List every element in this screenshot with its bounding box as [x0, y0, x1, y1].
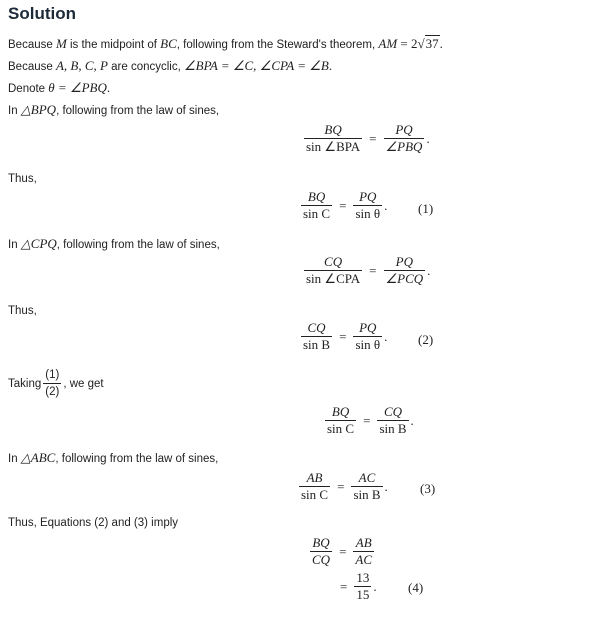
text-law-of-sines-bpq: In △BPQ, following from the law of sines, — [8, 102, 220, 117]
equation-tag-1: (1) — [418, 201, 434, 216]
equation-4-first-line: $\frac{BQ}{CQ}$ = $\frac{AB}{AC}$ — [312, 535, 373, 567]
text-thus-1: Thus, — [8, 173, 37, 185]
text-denote-line: Denote θ = ∠PBQ. — [8, 80, 111, 95]
text-law-of-sines-cpq: In △CPQ, following from the law of sines, — [8, 236, 220, 251]
text-midpoint-line: Because M is the midpoint of BC, following from the Steward's theorem, AM = 2√37. — [8, 36, 443, 51]
text-taking-ratio: Taking $\frac{(1)}{(2)}$ , we get — [8, 369, 104, 398]
text-thus-2: Thus, — [8, 305, 37, 317]
equation-4-second-line: = $\frac{13}{15}$ . — [340, 570, 377, 602]
equation-cpq-sines: $\frac{CQ}{\text{sin ∠CPA}}$ = $\frac{PQ}{\text{∠PCQ}}$ . — [306, 254, 431, 286]
equation-tag-3: (3) — [420, 481, 436, 496]
equation-tag-2: (2) — [418, 332, 434, 347]
solution-heading: Solution — [8, 4, 76, 23]
equation-ratio-result: $\frac{BQ}{\text{sin C}}$ = $\frac{CQ}{\text{sin B}}$ . — [327, 404, 414, 436]
equation-3: $\frac{AB}{\text{sin C}}$ = $\frac{AC}{\text{sin B}}$ . — [301, 470, 388, 502]
equation-2: $\frac{CQ}{\text{sin B}}$ = $\frac{PQ}{\text{sin θ}}$ . — [303, 320, 388, 352]
text-concyclic-line: Because A, B, C, P are concyclic, ∠BPA = ∠C, ∠CPA = ∠B. — [8, 58, 333, 73]
text-law-of-sines-abc: In △ABC, following from the law of sines, — [8, 450, 219, 465]
text-equations-imply: Thus, Equations (2) and (3) imply — [8, 517, 179, 529]
equation-bpq-sines: $\frac{BQ}{\text{sin ∠BPA}}$ = $\frac{PQ}{\text{∠PBQ}}$ . — [306, 122, 430, 154]
equation-tag-4: (4) — [408, 580, 424, 595]
equation-1: $\frac{BQ}{\text{sin C}}$ = $\frac{PQ}{\text{sin θ}}$ . — [303, 189, 388, 221]
